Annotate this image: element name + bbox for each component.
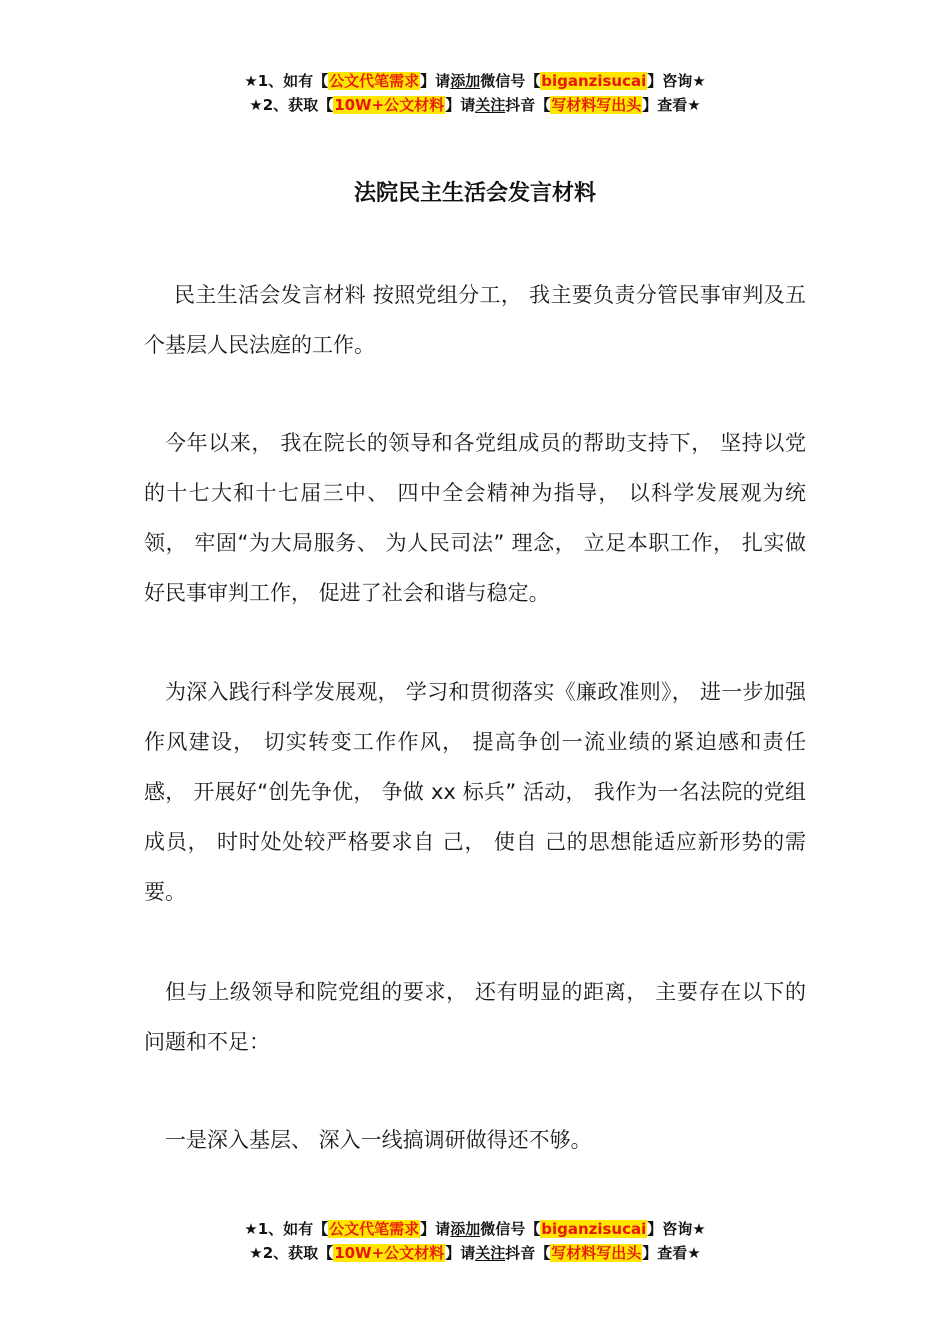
promo-line-2-suffix: 】查看★ bbox=[642, 96, 701, 114]
promo-line-2-mid2: 抖音【 bbox=[505, 96, 551, 114]
paragraph-5: 一是深入基层、 深入一线搞调研做得还不够。 bbox=[165, 1128, 592, 1152]
promo-line-1-mid2: 微信号【 bbox=[480, 72, 541, 90]
promo-line-2-suffix: 】查看★ bbox=[642, 1244, 701, 1262]
promo-line-1-prefix: ★1、如有【 bbox=[244, 72, 329, 90]
promo-line-2-highlight-douyin: 写材料写出头 bbox=[551, 1244, 642, 1262]
promo-line-2-highlight-douyin: 写材料写出头 bbox=[551, 96, 642, 114]
promo-line-1-underlined: 添加 bbox=[450, 72, 481, 90]
promo-line-1-mid2: 微信号【 bbox=[480, 1220, 541, 1238]
promo-line-1-highlight-service: 公文代笔需求 bbox=[329, 72, 420, 90]
promo-line-2 bbox=[0, 93, 950, 117]
promo-line-2-underlined: 关注 bbox=[475, 1244, 506, 1262]
promo-line-1 bbox=[0, 69, 950, 93]
paragraph-3: 为深入践行科学发展观， 学习和贯彻落实《廉政准则》， 进一步加强作风建设， 切实转变工作作风， 提高争创一流业绩的紧迫感和责任感， 开展好“创先争优， 争做 xx 标兵” 活动， 我作为一名法院的党组成员， 时时处处较严格要求自 己， 使自 己的思想能适应新形势的需要。 bbox=[144, 680, 806, 904]
promo-line-2-mid2: 抖音【 bbox=[505, 1244, 551, 1262]
promo-line-1-underlined: 添加 bbox=[450, 1220, 481, 1238]
promo-line-2-underlined: 关注 bbox=[475, 96, 506, 114]
promo-banner-bottom bbox=[0, 1217, 950, 1265]
promo-line-1-mid: 】请 bbox=[420, 1220, 451, 1238]
promo-line-1-mid: 】请 bbox=[420, 72, 451, 90]
promo-line-1-highlight-service: 公文代笔需求 bbox=[329, 1220, 420, 1238]
promo-banner-top bbox=[0, 69, 950, 117]
promo-line-2-prefix: ★2、获取【 bbox=[249, 1244, 334, 1262]
promo-line-1-prefix: ★1、如有【 bbox=[244, 1220, 329, 1238]
promo-line-2-highlight-materials: 10W+公文材料 bbox=[334, 96, 445, 114]
promo-line-2-mid: 】请 bbox=[445, 1244, 476, 1262]
promo-line-2-prefix: ★2、获取【 bbox=[249, 96, 334, 114]
promo-line-2-mid: 】请 bbox=[445, 96, 476, 114]
paragraph-4: 但与上级领导和院党组的要求， 还有明显的距离， 主要存在以下的问题和不足： bbox=[144, 980, 806, 1054]
promo-line-2-highlight-materials: 10W+公文材料 bbox=[334, 1244, 445, 1262]
document-title: 法院民主生活会发言材料 bbox=[353, 181, 596, 206]
promo-line-1-highlight-wechat: biganzisucai bbox=[541, 72, 647, 90]
paragraph-1: 民主生活会发言材料 按照党组分工， 我主要负责分管民事审判及五个基层人民法庭的工作。 bbox=[144, 283, 806, 357]
paragraph-2: 今年以来， 我在院长的领导和各党组成员的帮助支持下， 坚持以党的十七大和十七届三中、 四中全会精神为指导， 以科学发展观为统领， 牢固“为大局服务、 为人民司法” 理念， 立足本职工作， 扎实做好民事审判工作， 促进了社会和谐与稳定。 bbox=[144, 431, 806, 605]
promo-line-1-footer bbox=[0, 1217, 950, 1241]
promo-line-1-suffix: 】咨询★ bbox=[647, 72, 706, 90]
promo-line-1-highlight-wechat: biganzisucai bbox=[541, 1220, 647, 1238]
promo-line-1-suffix: 】咨询★ bbox=[647, 1220, 706, 1238]
promo-line-2-footer bbox=[0, 1241, 950, 1265]
